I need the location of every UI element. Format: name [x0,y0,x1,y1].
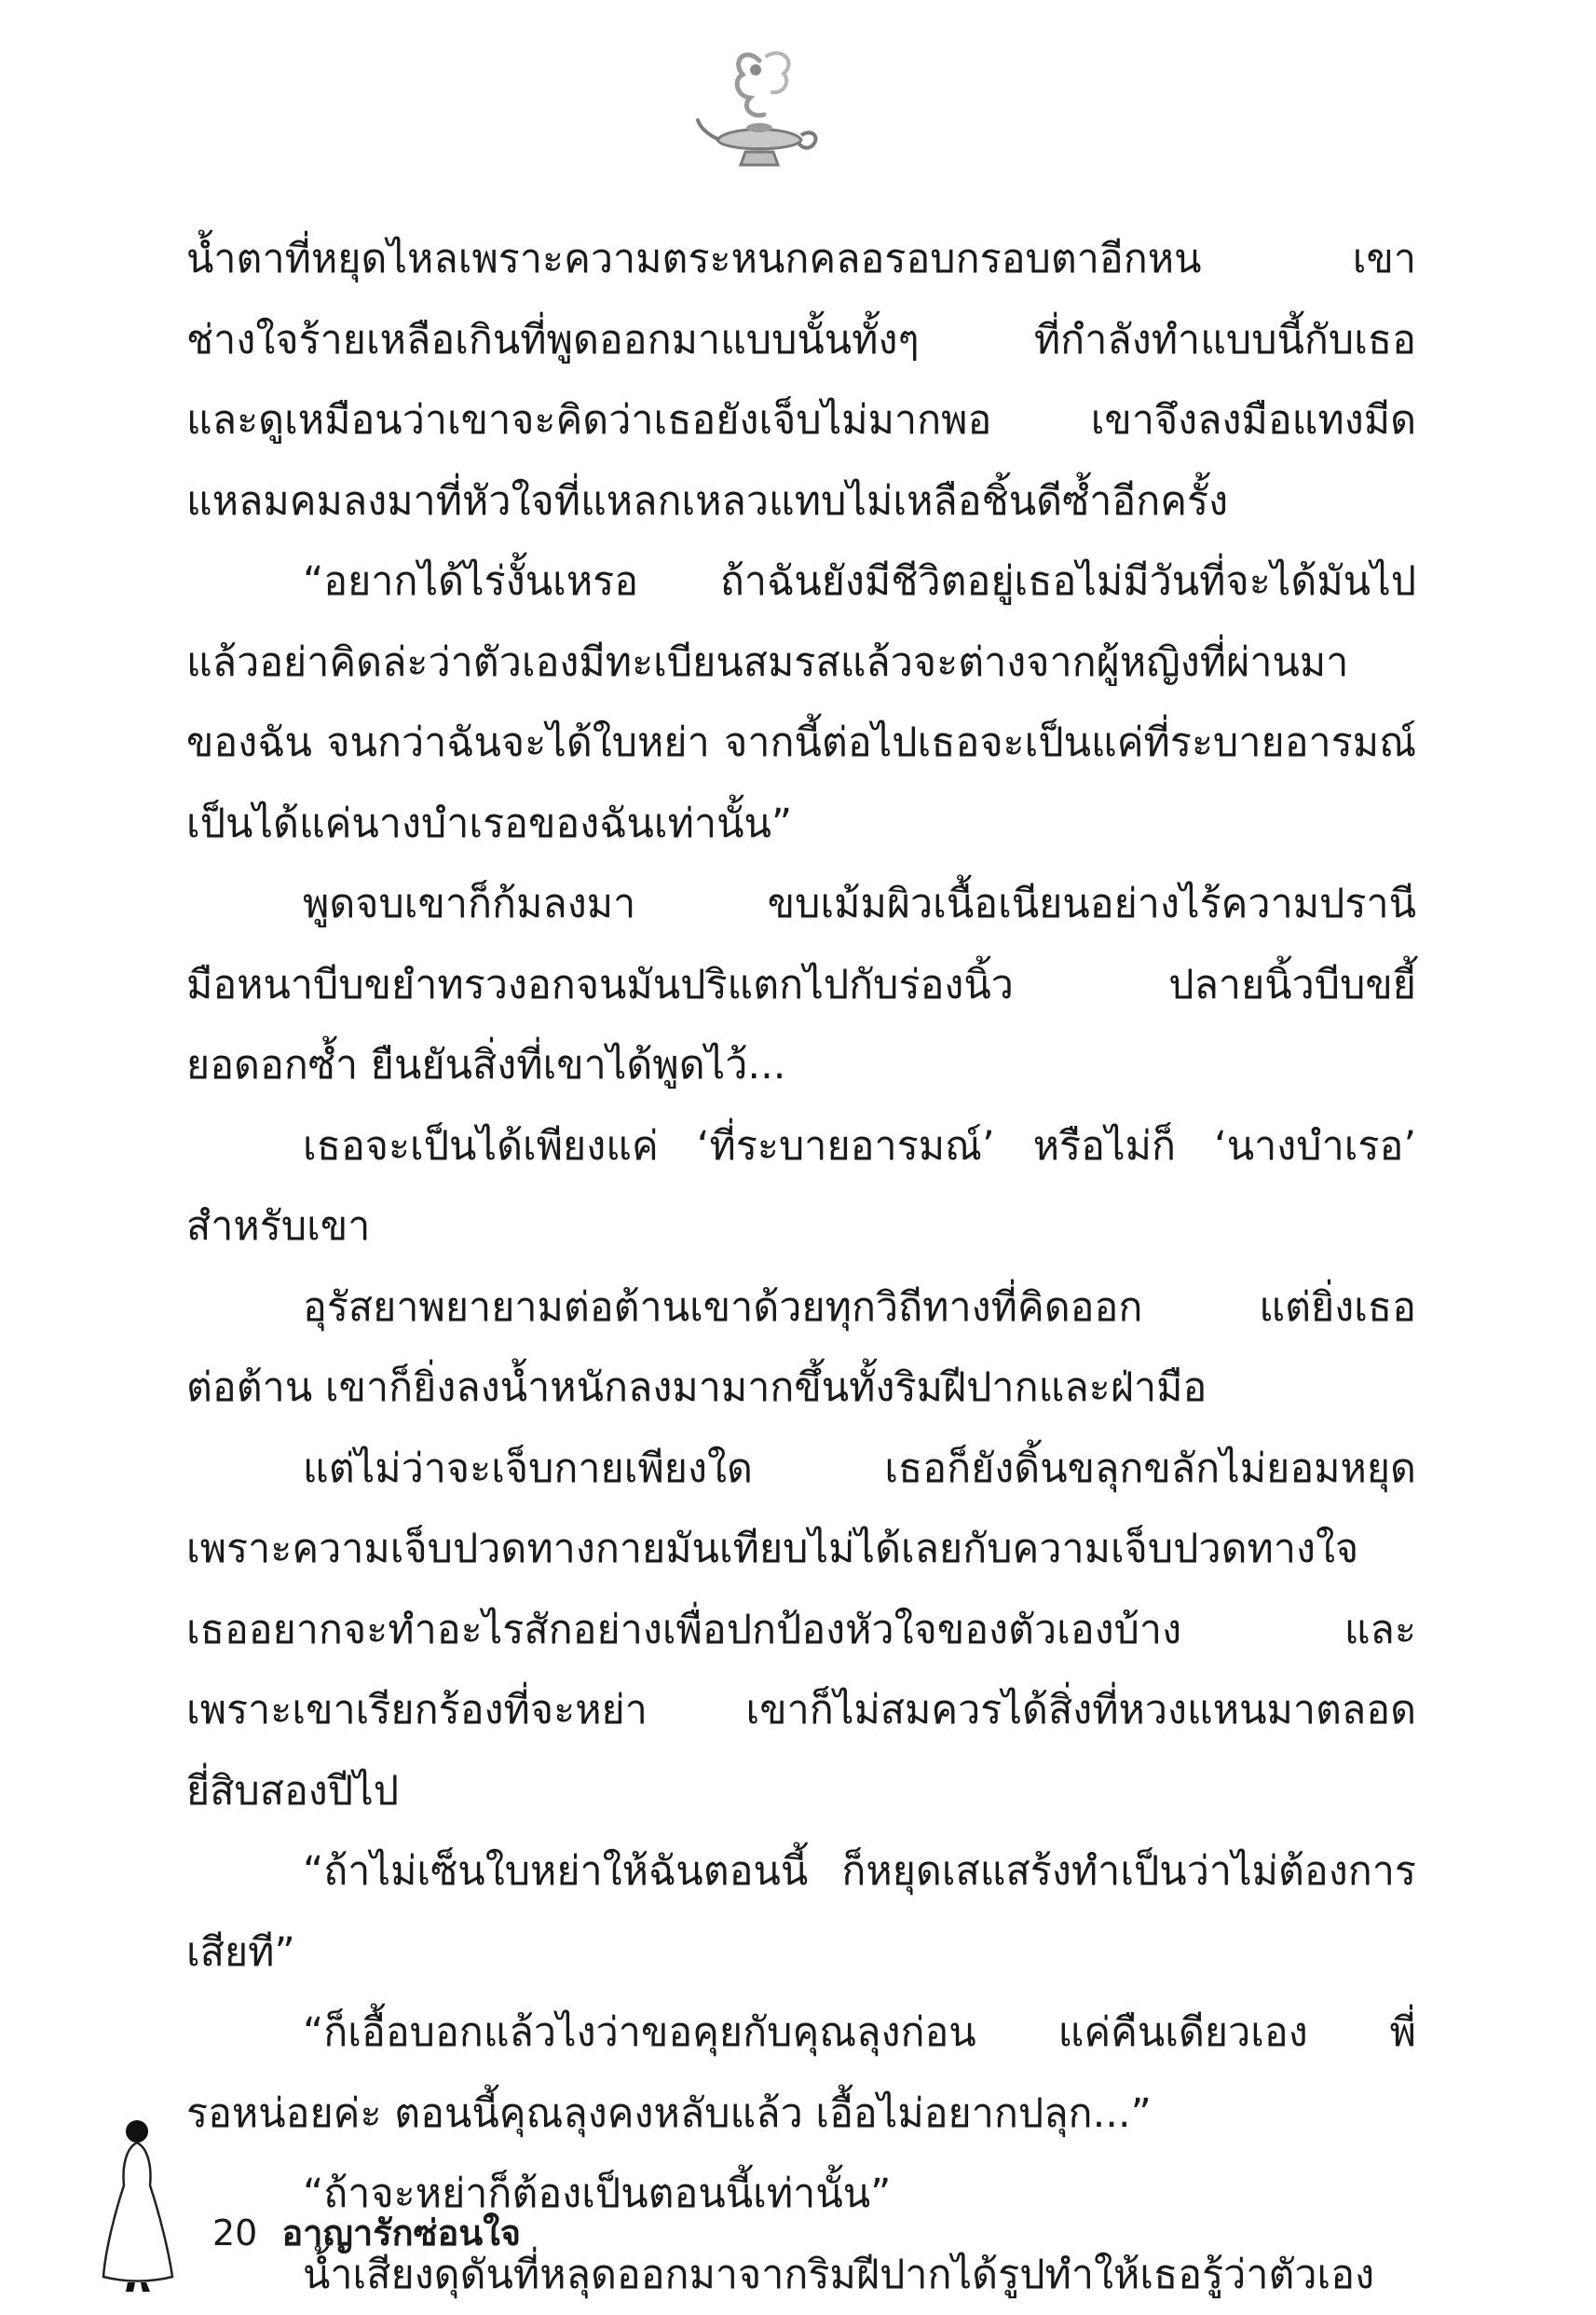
page-number: 20 [212,2212,257,2253]
text-line: เธอจะเป็นได้เพียงแค่ ‘ที่ระบายอารมณ์’ หรือไม่ก็ ‘นางบำเรอ’ [186,1106,1416,1187]
text-line: แต่ไม่ว่าจะเจ็บกายเพียงใด เธอก็ยังดิ้นขลุกขลักไม่ยอมหยุด [186,1429,1416,1510]
text-line: “ถ้าไม่เซ็นใบหย่าให้ฉันตอนนี้ ก็หยุดเสแสร้งทำเป็นว่าไม่ต้องการ [186,1831,1416,1912]
text-line: เพราะความเจ็บปวดทางกายมันเทียบไม่ได้เลยกับความเจ็บปวดทางใจ [186,1509,1416,1590]
text-line: อุรัสยาพยายามต่อต้านเขาด้วยทุกวิถีทางที่คิดออก แต่ยิ่งเธอ [186,1267,1416,1349]
page-footer [212,2204,521,2261]
text-line: ต่อต้าน เขาก็ยิ่งลงน้ำหนักลงมามากขึ้นทั้งริมฝีปากและฝ่ามือ [186,1348,1416,1429]
text-line: สำหรับเขา [186,1186,1416,1267]
text-line: น้ำเสียงดุดันที่หลุดออกมาจากริมฝีปากได้รูปทำให้เธอรู้ว่าตัวเอง [186,2235,1416,2315]
text-line: “อยากได้ไร่งั้นเหรอ ถ้าฉันยังมีชีวิตอยู่เธอไม่มีวันที่จะได้มันไป [186,541,1416,623]
text-line: เป็นได้แค่นางบำเรอของฉันเท่านั้น” [186,784,1416,865]
text-line: แล้วอย่าคิดล่ะว่าตัวเองมีทะเบียนสมรสแล้วจะต่างจากผู้หญิงที่ผ่านมา [186,623,1416,704]
text-line: รอหน่อยค่ะ ตอนนี้คุณลุงคงหลับแล้ว เอื้อไม่อยากปลุก...” [186,2074,1416,2155]
book-title: อาญารักซ่อนใจ [281,2204,521,2261]
text-line: เสียที” [186,1912,1416,1993]
text-line: และดูเหมือนว่าเขาจะคิดว่าเธอยังเจ็บไม่มากพอ เขาจึงลงมือแทงมีด [186,380,1416,461]
bride-silhouette-icon [98,2111,177,2293]
text-line: น้ำตาที่หยุดไหลเพราะความตระหนกคลอรอบกรอบตาอีกหน เขา [186,219,1416,300]
text-line: แหลมคมลงมาที่หัวใจที่แหลกเหลวแทบไม่เหลือชิ้นดีซ้ำอีกครั้ง [186,461,1416,542]
text-line: ยอดอกซ้ำ ยืนยันสิ่งที่เขาได้พูดไว้... [186,1025,1416,1106]
text-line: เธออยากจะทำอะไรสักอย่างเพื่อปกป้องหัวใจของตัวเองบ้าง และ [186,1590,1416,1671]
text-line: ของฉัน จนกว่าฉันจะได้ใบหย่า จากนี้ต่อไปเธอจะเป็นแค่ที่ระบายอารมณ์ [186,703,1416,784]
text-line: “ก็เอื้อบอกแล้วไงว่าขอคุยกับคุณลุงก่อน แค่คืนเดียวเอง พี่ [186,1993,1416,2074]
genie-lamp-icon [694,42,825,182]
body-text [186,219,1416,2315]
text-line: เพราะเขาเรียกร้องที่จะหย่า เขาก็ไม่สมควรได้สิ่งที่หวงแหนมาตลอด [186,1670,1416,1751]
text-line: “ถ้าจะหย่าก็ต้องเป็นตอนนี้เท่านั้น” [186,2154,1416,2235]
text-line: พูดจบเขาก็ก้มลงมา ขบเม้มผิวเนื้อเนียนอย่างไร้ความปรานี [186,864,1416,945]
text-line: ยี่สิบสองปีไป [186,1751,1416,1832]
text-line: ช่างใจร้ายเหลือเกินที่พูดออกมาแบบนั้นทั้งๆ ที่กำลังทำแบบนี้กับเธอ [186,300,1416,381]
text-line: มือหนาบีบขยำทรวงอกจนมันปริแตกไปกับร่องนิ้ว ปลายนิ้วบีบขยี้ [186,945,1416,1026]
